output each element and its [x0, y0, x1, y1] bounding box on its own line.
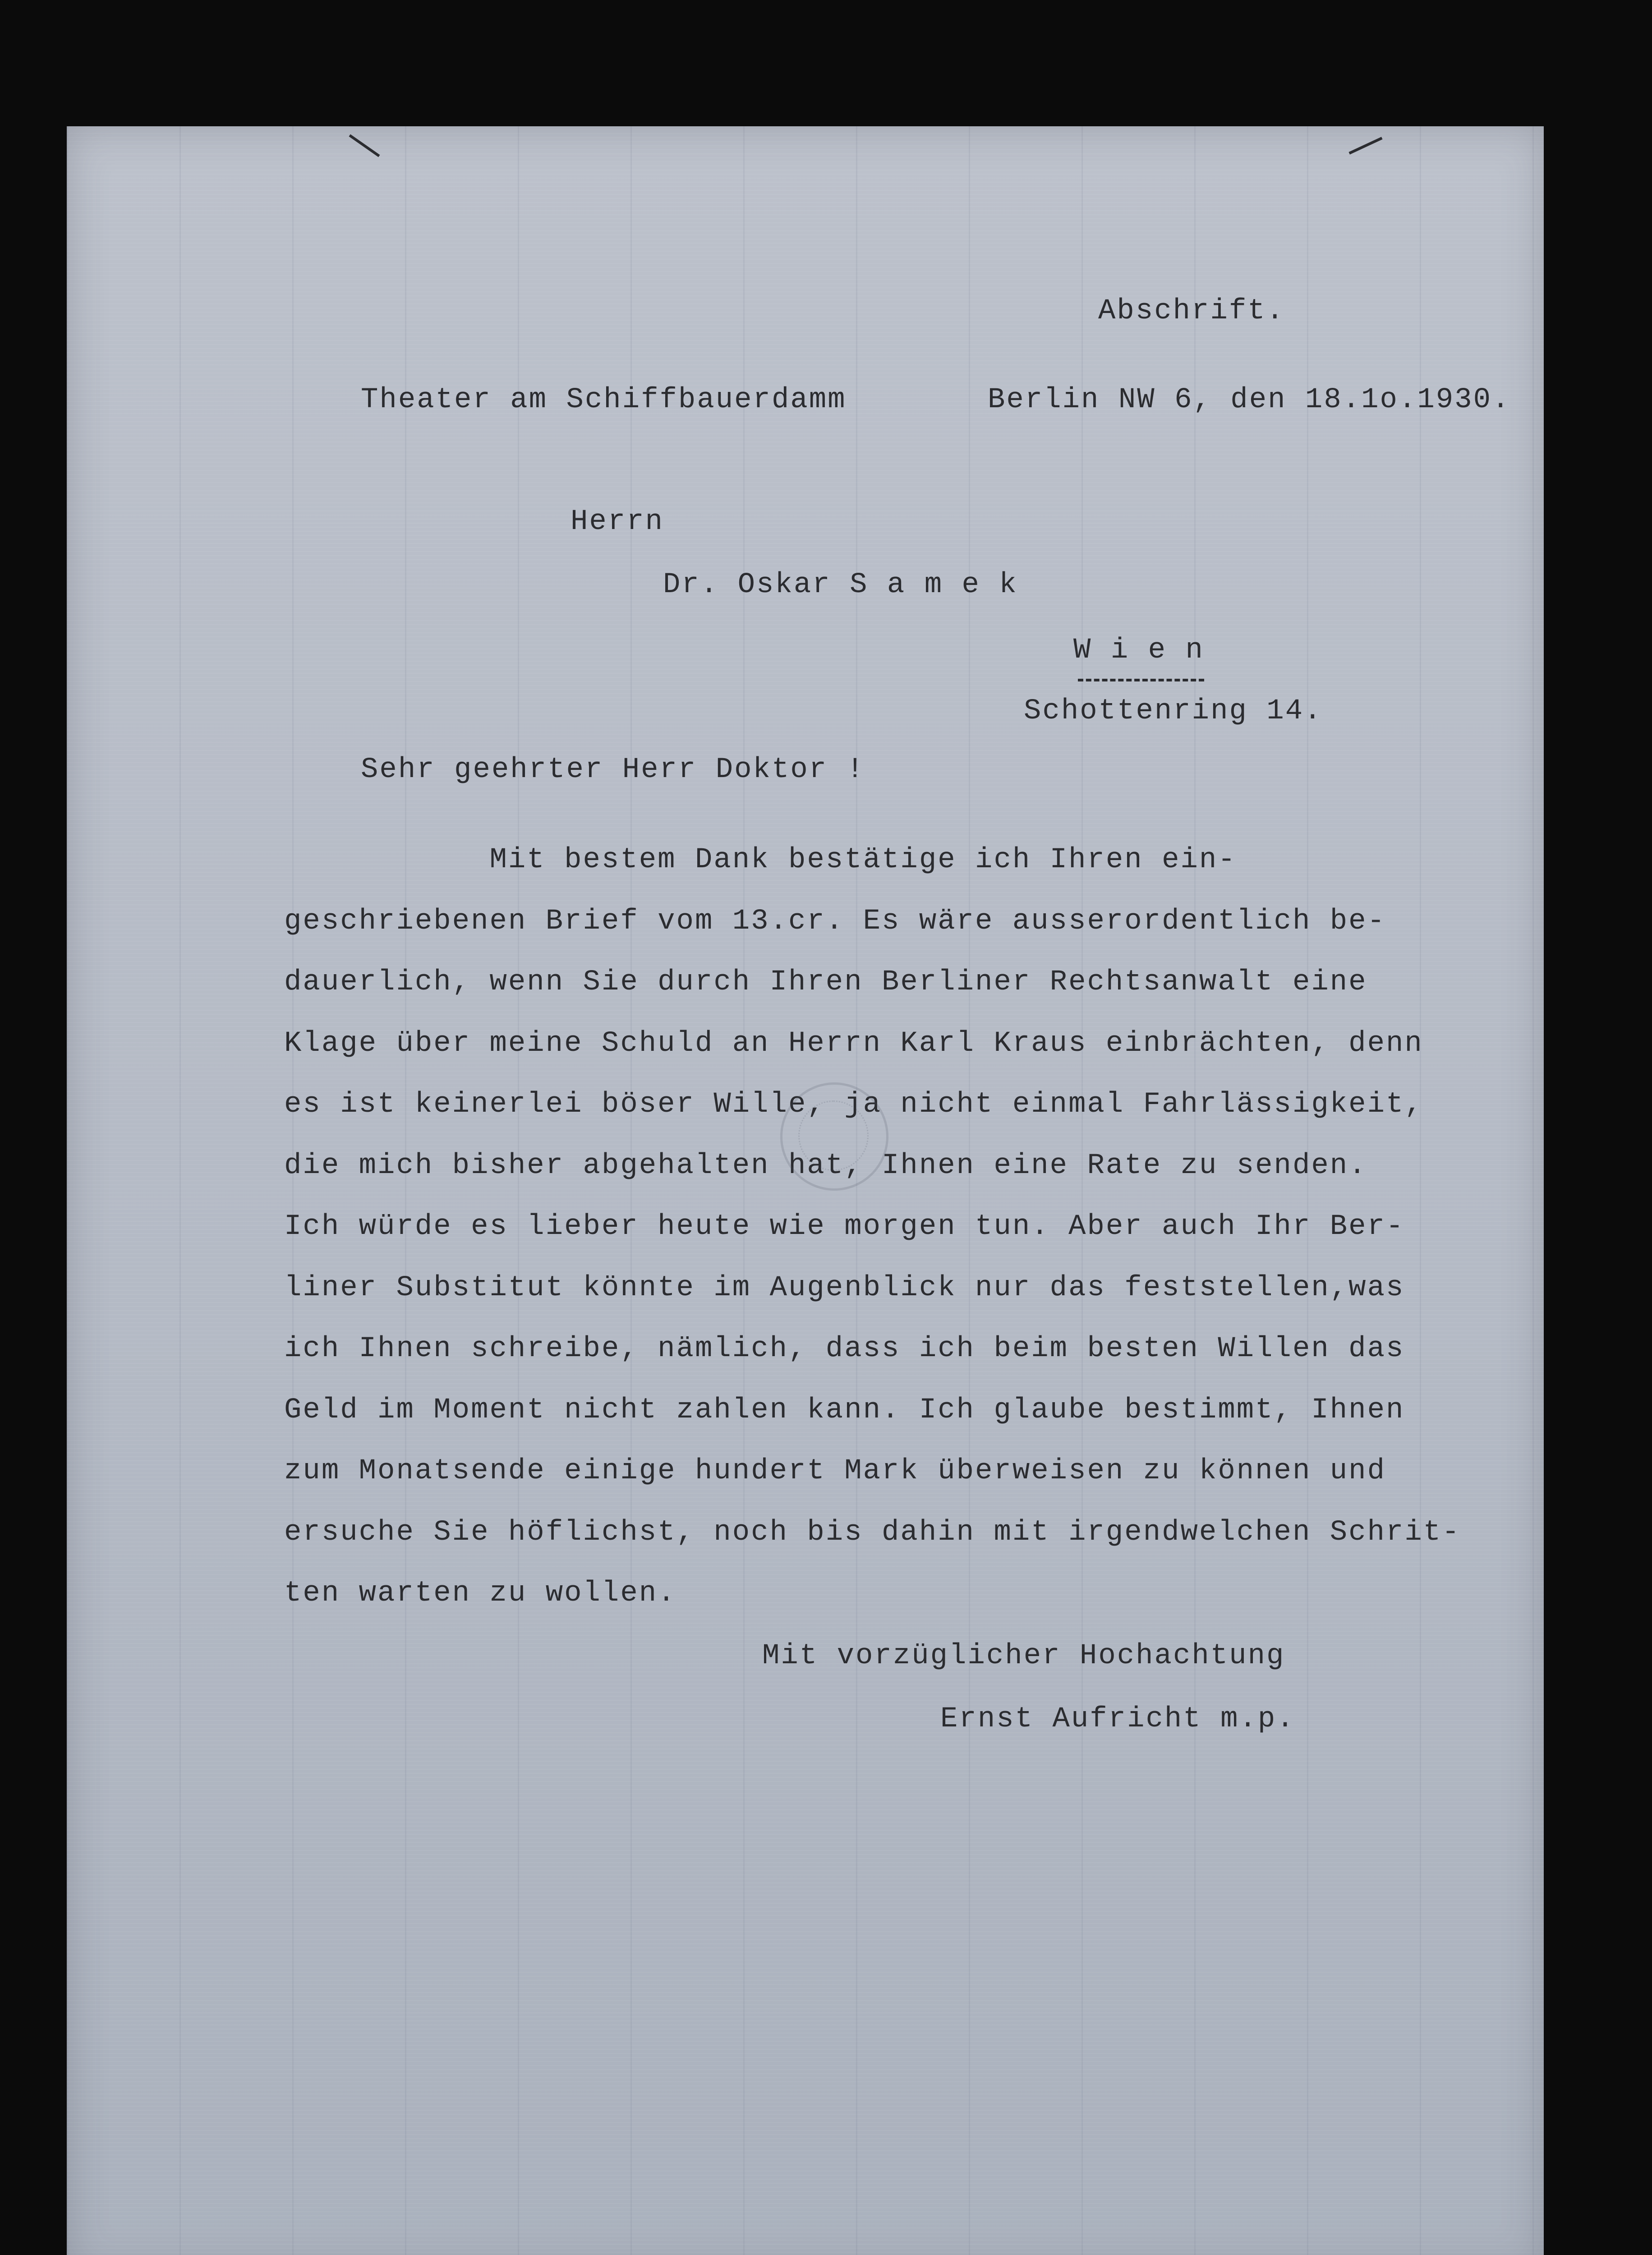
letter-sheet: [67, 126, 1544, 2255]
body-line: es ist keinerlei böser Wille, ja nicht einmal Fahrlässigkeit,: [284, 1088, 1423, 1121]
pencil-mark: [1357, 2104, 1457, 2140]
copy-label: Abschrift.: [1098, 295, 1285, 327]
body-line: die mich bisher abgehalten hat, Ihnen eine Rate zu senden.: [284, 1150, 1367, 1182]
body-line: Klage über meine Schuld an Herrn Karl Kraus einbrächten, denn: [284, 1027, 1423, 1060]
recipient-name: Dr. Oskar S a m e k: [663, 569, 1018, 601]
city-underline: [1078, 679, 1204, 681]
greeting: Sehr geehrter Herr Doktor !: [361, 754, 865, 786]
body-line: zum Monatsende einige hundert Mark überweisen zu können und: [284, 1455, 1386, 1487]
recipient-city: W i e n: [1073, 634, 1204, 667]
sender-name: Theater am Schiffbauerdamm: [361, 384, 847, 416]
recipient-title: Herrn: [571, 506, 664, 538]
body-line: liner Substitut könnte im Augenblick nur das feststellen,was: [284, 1272, 1405, 1304]
body-line: ten warten zu wollen.: [284, 1577, 676, 1610]
body-line: Mit bestem Dank bestätige ich Ihren ein-: [284, 844, 1237, 876]
body-line: geschriebenen Brief vom 13.cr. Es wäre ausserordentlich be-: [284, 905, 1386, 938]
recipient-street: Schottenring 14.: [1024, 695, 1323, 727]
fold-mark: [1348, 137, 1382, 154]
fold-mark: [349, 134, 380, 157]
body-line: Geld im Moment nicht zahlen kann. Ich glaube bestimmt, Ihnen: [284, 1394, 1405, 1427]
closing: Mit vorzüglicher Hochachtung: [762, 1640, 1285, 1672]
faint-stamp-inner: [798, 1100, 869, 1171]
body-line: ersuche Sie höflichst, noch bis dahin mit irgendwelchen Schrit-: [284, 1516, 1461, 1549]
body-line: ich Ihnen schreibe, nämlich, dass ich beim besten Willen das: [284, 1333, 1405, 1365]
signature: Ernst Aufricht m.p.: [940, 1703, 1295, 1735]
place-date: Berlin NW 6, den 18.1o.1930.: [988, 384, 1511, 416]
body-line: Ich würde es lieber heute wie morgen tun. Aber auch Ihr Ber-: [284, 1210, 1405, 1243]
body-line: dauerlich, wenn Sie durch Ihren Berliner Rechtsanwalt eine: [284, 966, 1367, 999]
